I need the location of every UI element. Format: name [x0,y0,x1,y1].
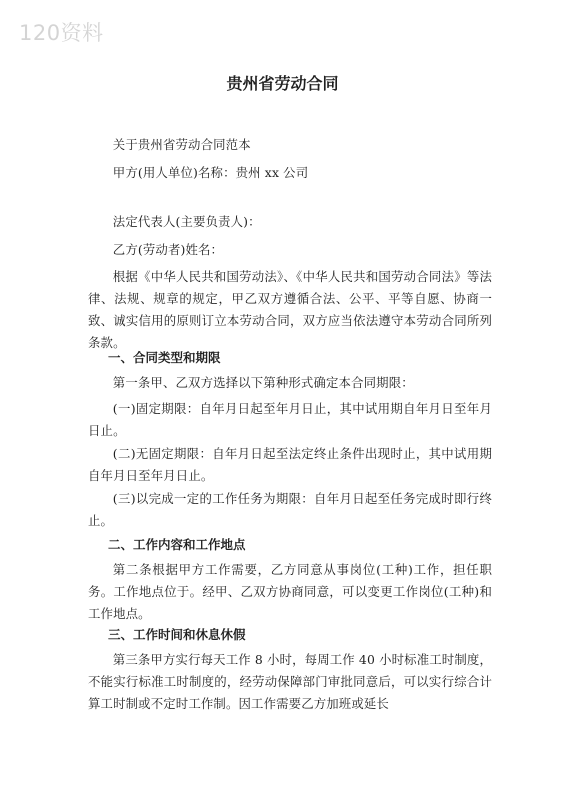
article-2-paragraph: 第二条根据甲方工作需要，乙方同意从事岗位(工种)工作，担任职务。工作地点位于。经甲、乙双方协商同意，可以变更工作岗位(工种)和工作地点。 [88,562,492,621]
watermark: 120资料 [19,21,104,45]
legal-rep-line: 法定代表人(主要负责人)： [112,214,261,229]
option-fixed-term: (一)固定期限：自年月日起至年月日止，其中试用期自年月日至年月日止。 [88,401,492,438]
option-task-term: (三)以完成一定的工作任务为期限：自年月日起至任务完成时即行终止。 [88,491,492,528]
document-title: 贵州省劳动合同 [226,74,339,93]
section-heading-1: 一、合同类型和期限 [108,350,221,365]
section-heading-2: 二、工作内容和工作地点 [108,537,246,552]
party-b-line: 乙方(劳动者)姓名： [112,242,224,257]
section-heading-3: 三、工作时间和休息休假 [108,627,246,642]
preamble-paragraph: 根据《中华人民共和国劳动法》、《中华人民共和国劳动合同法》等法律、法规、规章的规定，甲乙双方遵循合法、公平、平等自愿、协商一致、诚实信用的原则订立本劳动合同，双方应当依法遵守本劳动合同所列条款。 [88,269,492,350]
intro-line: 关于贵州省劳动合同范本 [112,137,251,152]
article-1-paragraph: 第一条甲、乙双方选择以下第种形式确定本合同期限： [112,375,414,390]
option-open-term: (二)无固定期限：自年月日起至法定终止条件出现时止，其中试用期自年月日至年月日止。 [88,446,492,483]
article-3-paragraph: 第三条甲方实行每天工作 8 小时，每周工作 40 小时标准工时制度，不能实行标准工时制度的，经劳动保障部门审批同意后，可以实行综合计算工时制或不定时工作制。因工作需要乙方加班或延长 [88,652,492,711]
party-a-line: 甲方(用人单位)名称：贵州 xx 公司 [112,165,309,180]
